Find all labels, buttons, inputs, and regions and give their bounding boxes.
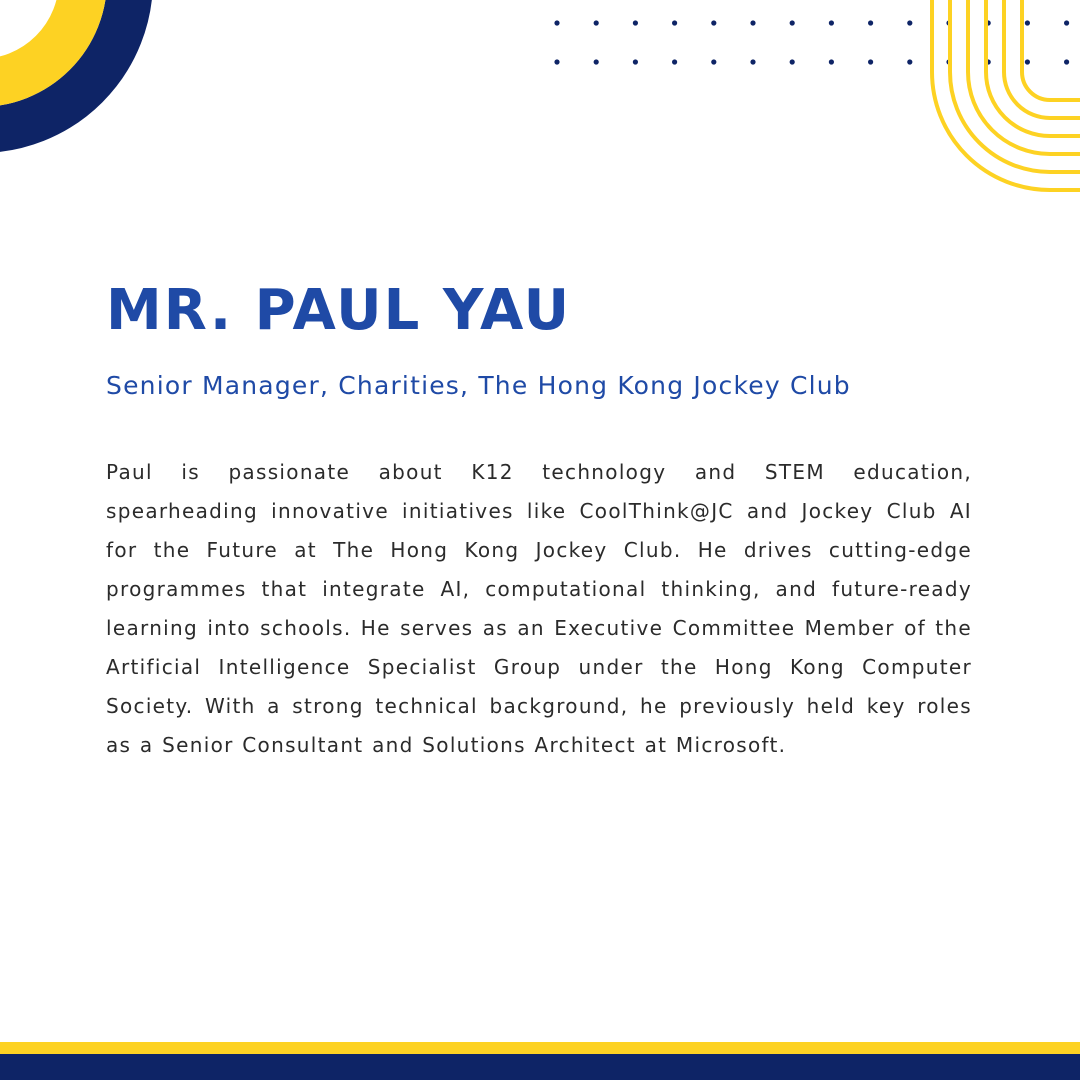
speaker-bio: Paul is passionate about K12 technology and STEM education, spearheading innovative initiatives like CoolThink@JC and Jockey Club AI for the Future at The Hong Kong Jockey Club. He drives cutting-edge programmes that integrate AI, computational thinking, and future-ready learning into schools. He serves as an Executive Committee Member of the Artificial Intelligence Specialist Group under the Hong Kong Computer Society. With a strong technical background, he previously held key roles as a Senior Consultant and Solutions Architect at Microsoft. — [106, 460, 972, 757]
footer-stripe-navy — [0, 1054, 1080, 1080]
speaker-name: MR. PAUL YAU — [106, 278, 572, 343]
speaker-role: Senior Manager, Charities, The Hong Kong Jockey Club — [106, 371, 851, 400]
footer-stripe-yellow — [0, 1042, 1080, 1054]
